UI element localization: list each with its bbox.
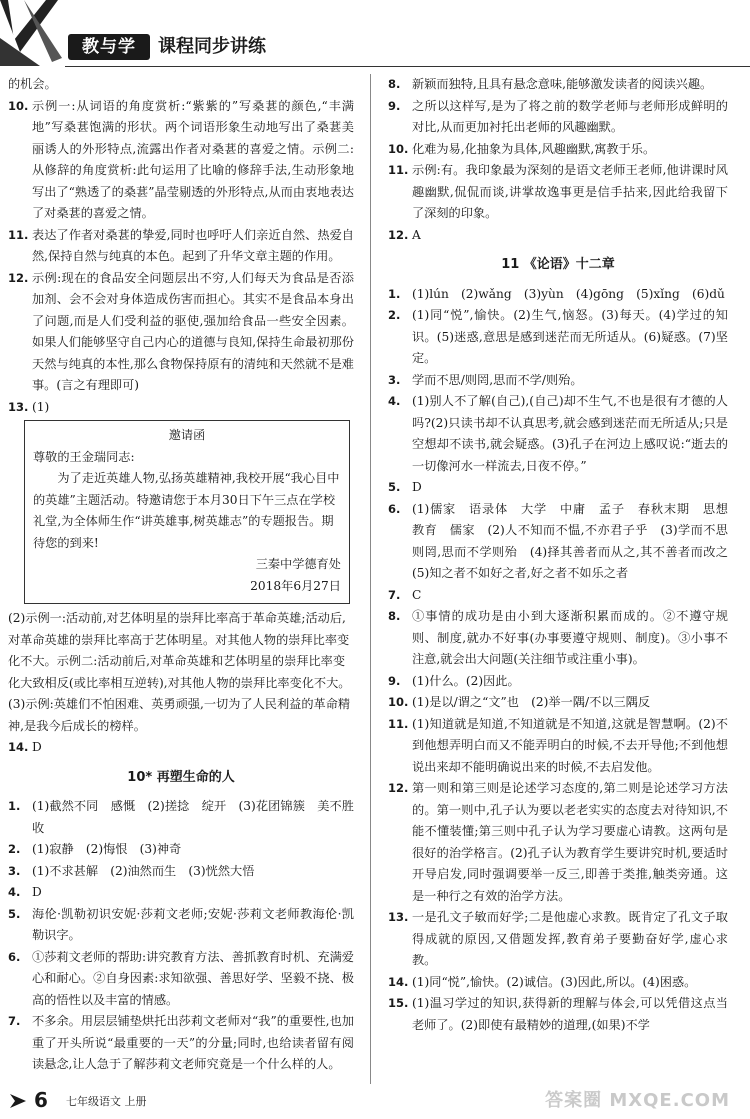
item-number: 6. bbox=[8, 949, 21, 964]
corner-decoration-icon bbox=[0, 0, 70, 70]
invitation-title: 邀请函 bbox=[168, 428, 206, 442]
answer-item bbox=[388, 993, 728, 1036]
item-text: (1)温习学过的知识,获得新的理解与体会,可以凭借这点当老师了。(2)即使有最精妙的道理,(如果)不学 bbox=[412, 996, 728, 1032]
answer-item bbox=[8, 861, 354, 883]
item-text: 示例一:从词语的角度赏析:“紫紫的”写桑葚的颜色,“丰满地”写桑葚饱满的形状。两个词语形象生动地写出了桑葚美丽诱人的外形特点,流露出作者对桑葚的喜爱之情。示例二:从修辞的角度赏析:此句运用了比喻的修辞手法,生动形象地写出了“熟透了的桑葚”晶莹剔透的外形特点,从而由衷地表达了对桑葚的喜爱之情。 bbox=[32, 98, 354, 220]
answer-item bbox=[388, 305, 728, 370]
item-text: 学而不思/则罔,思而不学/则殆。 bbox=[412, 372, 583, 387]
item-number: 10. bbox=[388, 141, 409, 156]
invitation-body: 为了走近英雄人物,弘扬英雄精神,我校开展“我心目中的英雄”主题活动。特邀请您于本月30日下午三点在学校礼堂,为全体师生作“讲英雄事,树英雄志”的专题报告。期待您的到来! bbox=[33, 471, 340, 550]
answer-item bbox=[388, 477, 728, 499]
item-text: (1)别人不了解(自己),(自己)却不生气,不也是很有才德的人吗?(2)只读书却不认真思考,就会感到迷茫而无所适从;只是空想却不读书,就会疑惑。(3)孔子在河边上感叹说:“逝去的一切像河水一样流去,日夜不停。” bbox=[412, 394, 728, 473]
item-text: 之所以这样写,是为了将之前的数学老师与老师形成鲜明的对比,从而更加衬托出老师的风趣幽默。 bbox=[412, 98, 728, 134]
answer-item bbox=[8, 268, 354, 397]
answer-item bbox=[8, 796, 354, 839]
item-number: 12. bbox=[8, 270, 29, 285]
continued-text: (2)示例一:活动前,对艺体明星的崇拜比率高于革命英雄;活动后,对革命英雄的崇拜比率高于艺体明星。对其他人物的崇拜比率变化不大。示例二:活动前后,对革命英雄和艺体明星的崇拜比率变化大致相反(或比率相互逆转),对其他人物的崇拜比率变化不大。(3)示例:英雄们不怕困难、英勇顽强,一切为了人民利益的革命精神,是我今后成长的榜样。 bbox=[8, 611, 351, 733]
series-title: 课程同步讲练 bbox=[158, 36, 266, 57]
answer-item bbox=[388, 606, 728, 671]
answer-item bbox=[8, 904, 354, 947]
item-text: ①事情的成功是由小到大逐渐积累而成的。②不遵守规则、制度,就办不好事(办事要遵守规则、制度)。③小事不注意,就会出大问题(关注细节或注重小事)。 bbox=[412, 609, 728, 666]
answer-item bbox=[388, 585, 728, 607]
answer-item bbox=[8, 96, 354, 225]
answer-item bbox=[388, 370, 728, 392]
header-rule bbox=[65, 66, 750, 67]
continued-text: 的机会。 bbox=[8, 77, 57, 91]
item-number: 4. bbox=[8, 885, 21, 899]
item-number: 14. bbox=[388, 974, 409, 989]
answer-item bbox=[388, 671, 728, 693]
item-number: 8. bbox=[388, 77, 401, 91]
item-text: ①莎莉文老师的帮助:讲究教育方法、善抓教育时机、充满爱心和耐心。②自身因素:求知欲强、善思好学、坚毅不挠、极高的悟性以及丰富的情感。 bbox=[32, 949, 354, 1007]
book-label: 七年级语文 上册 bbox=[66, 1095, 147, 1108]
answer-item bbox=[388, 907, 728, 972]
answer-item bbox=[8, 839, 354, 861]
item-number: 1. bbox=[8, 799, 21, 813]
answer-item bbox=[388, 139, 728, 161]
item-text: D bbox=[412, 480, 422, 494]
answer-item bbox=[388, 714, 728, 779]
answer-item bbox=[388, 972, 728, 994]
item-number: 7. bbox=[388, 587, 401, 602]
item-number: 4. bbox=[388, 394, 401, 408]
item-number: 10. bbox=[8, 98, 29, 113]
invitation-date: 2018年6月27日 bbox=[250, 578, 341, 593]
item-number: 5. bbox=[388, 480, 401, 494]
invitation-greeting: 尊敬的王金瑞同志: bbox=[33, 449, 135, 464]
item-text: (1)知道就是知道,不知道就是不知道,这就是智慧啊。(2)不到他想弄明白而又不能弄明白的时候,不去开导他;不到他想说出来却不能明确说出来的时候,不去启发他。 bbox=[412, 716, 728, 774]
invitation-letter-box bbox=[24, 420, 350, 604]
answer-item bbox=[388, 778, 728, 907]
item-number: 11. bbox=[388, 163, 409, 177]
item-text: 新颖而独特,且具有悬念意味,能够激发读者的阅读兴趣。 bbox=[412, 77, 713, 91]
item-text: 不多余。用层层铺垫烘托出莎莉文老师对“我”的重要性,也加重了开头所说“最重要的一天”的分量;同时,也给读者留有阅读悬念,让人急于了解莎莉文老师究竟是一个什么样的人。 bbox=[32, 1014, 354, 1071]
answer-item bbox=[388, 284, 728, 306]
item-text: (1)同“悦”,愉快。(2)生气,恼怒。(3)每天。(4)学过的知识。(5)迷惑,意思是感到迷茫而无所适从。(6)疑惑。(7)坚定。 bbox=[412, 308, 728, 365]
item-text: (1)寂静 (2)悔恨 (3)神奇 bbox=[32, 842, 182, 856]
item-text: C bbox=[412, 587, 422, 602]
item-number: 5. bbox=[8, 906, 21, 921]
item-number: 7. bbox=[8, 1014, 21, 1028]
item-text: 示例:现在的食品安全问题层出不穷,人们每天为食品是否添加剂、会不会对身体造成伤害而担心。其实不是食品本身出了问题,而是人们受利益的驱使,强加给食品一些安全因素。如果人们能够坚守自己内心的道德与良知,保持生命最初那份天然与纯真的本性,那么食物保持原有的清纯和天然就不是难事。(言之有理即可) bbox=[32, 270, 354, 392]
item-text: 示例:有。我印象最为深刻的是语文老师王老师,他讲课时风趣幽默,侃侃而谈,讲掌故逸事更是信手拈来,因此给我留下了深刻的印象。 bbox=[412, 163, 728, 220]
item-text: (1)同“悦”,愉快。(2)诚信。(3)因此,所以。(4)困惑。 bbox=[412, 974, 697, 989]
arrow-right-icon bbox=[10, 1094, 26, 1108]
item-number: 1. bbox=[388, 286, 401, 301]
answer-item bbox=[8, 225, 354, 268]
item-number: 9. bbox=[388, 673, 401, 688]
answer-item bbox=[388, 692, 728, 714]
item-text: 一是孔文子敏而好学;二是他虚心求教。既肯定了孔文子取得成就的原因,又借题发挥,教育弟子要勤奋好学,虚心求教。 bbox=[412, 910, 728, 967]
item-number: 2. bbox=[8, 842, 21, 856]
watermark: 答案圈 MXQE.COM bbox=[545, 1090, 730, 1111]
item-text: (1)什么。(2)因此。 bbox=[412, 673, 520, 688]
item-number: 2. bbox=[388, 308, 401, 322]
item-number: 12. bbox=[388, 227, 409, 242]
answer-item bbox=[8, 882, 354, 904]
item-text: D bbox=[32, 740, 42, 754]
item-number: 11. bbox=[8, 227, 29, 242]
invitation-signature: 三秦中学德育处 bbox=[255, 557, 341, 571]
item-number: 3. bbox=[388, 372, 401, 387]
series-logo: 教与学 bbox=[68, 34, 150, 60]
answer-item bbox=[8, 1011, 354, 1076]
item-number: 13. bbox=[388, 910, 409, 924]
item-text: 化难为易,化抽象为具体,风趣幽默,寓教于乐。 bbox=[412, 141, 656, 156]
item-text: A bbox=[412, 227, 421, 242]
item-number: 15. bbox=[388, 996, 409, 1010]
answer-item bbox=[388, 74, 728, 96]
item-number: 9. bbox=[388, 98, 401, 113]
item-number: 10. bbox=[388, 695, 409, 709]
item-text: 表达了作者对桑葚的挚爱,同时也呼吁人们亲近自然、热爱自然,保持自然与纯真的本色。起到了升华文章主题的作用。 bbox=[32, 227, 354, 263]
section-title: 10* 再塑生命的人 bbox=[127, 769, 235, 785]
item-number: 14. bbox=[8, 740, 29, 754]
page-header bbox=[0, 0, 750, 70]
answer-item bbox=[388, 96, 728, 139]
item-text: (1) bbox=[32, 399, 50, 414]
answer-item bbox=[388, 160, 728, 225]
answer-item bbox=[8, 947, 354, 1012]
item-number: 11. bbox=[388, 716, 409, 731]
answer-item bbox=[388, 225, 728, 247]
item-text: D bbox=[32, 885, 42, 899]
item-text: 海伦·凯勒初识安妮·莎莉文老师;安妮·莎莉文老师教海伦·凯勒识字。 bbox=[32, 906, 354, 942]
item-text: (1)儒家 语录体 大学 中庸 孟子 春秋末期 思想 教育 儒家 (2)人不知而不愠,不亦君子乎 (3)学而不思则罔,思而不学则殆 (4)择其善者而从之,其不善者而改之 (5)知之者不如好之者,好之者不如乐之者 bbox=[412, 501, 741, 580]
column-divider bbox=[370, 74, 371, 1084]
item-text: (1)lún (2)wǎng (3)yùn (4)gōng (5)xǐng (6)dǔ bbox=[412, 286, 725, 301]
item-number: 12. bbox=[388, 781, 409, 795]
item-number: 6. bbox=[388, 501, 401, 516]
section-title: 11 《论语》十二章 bbox=[501, 257, 615, 272]
page-number: 6 bbox=[34, 1088, 48, 1112]
item-text: (1)截然不同 感慨 (2)搓捻 绽开 (3)花团锦簇 美不胜收 bbox=[32, 799, 354, 835]
answer-item bbox=[388, 499, 741, 585]
item-number: 3. bbox=[8, 863, 21, 878]
right-column bbox=[388, 74, 741, 1036]
item-text: (1)不求甚解 (2)油然而生 (3)恍然大悟 bbox=[32, 863, 255, 878]
answer-item bbox=[8, 397, 354, 419]
item-number: 13. bbox=[8, 399, 29, 414]
item-text: (1)是以/谓之“文”也 (2)举一隅/不以三隅反 bbox=[412, 695, 651, 709]
page-footer bbox=[0, 1084, 750, 1119]
item-number: 8. bbox=[388, 609, 401, 623]
answer-item bbox=[388, 391, 728, 477]
item-text: 第一则和第三则是论述学习态度的,第二则是论述学习方法的。第一则中,孔子认为要以老老实实的态度去对待知识,不能不懂装懂;第三则中孔子认为学习要虚心请教。这两句是很好的治学格言。(2)孔子认为教育学生要讲究时机,要适时开导启发,同时强调要举一反三,即善于类推,触类旁通。这是一种行之有效的治学方法。 bbox=[412, 781, 728, 903]
answer-item bbox=[8, 737, 354, 759]
left-column bbox=[8, 74, 354, 1076]
